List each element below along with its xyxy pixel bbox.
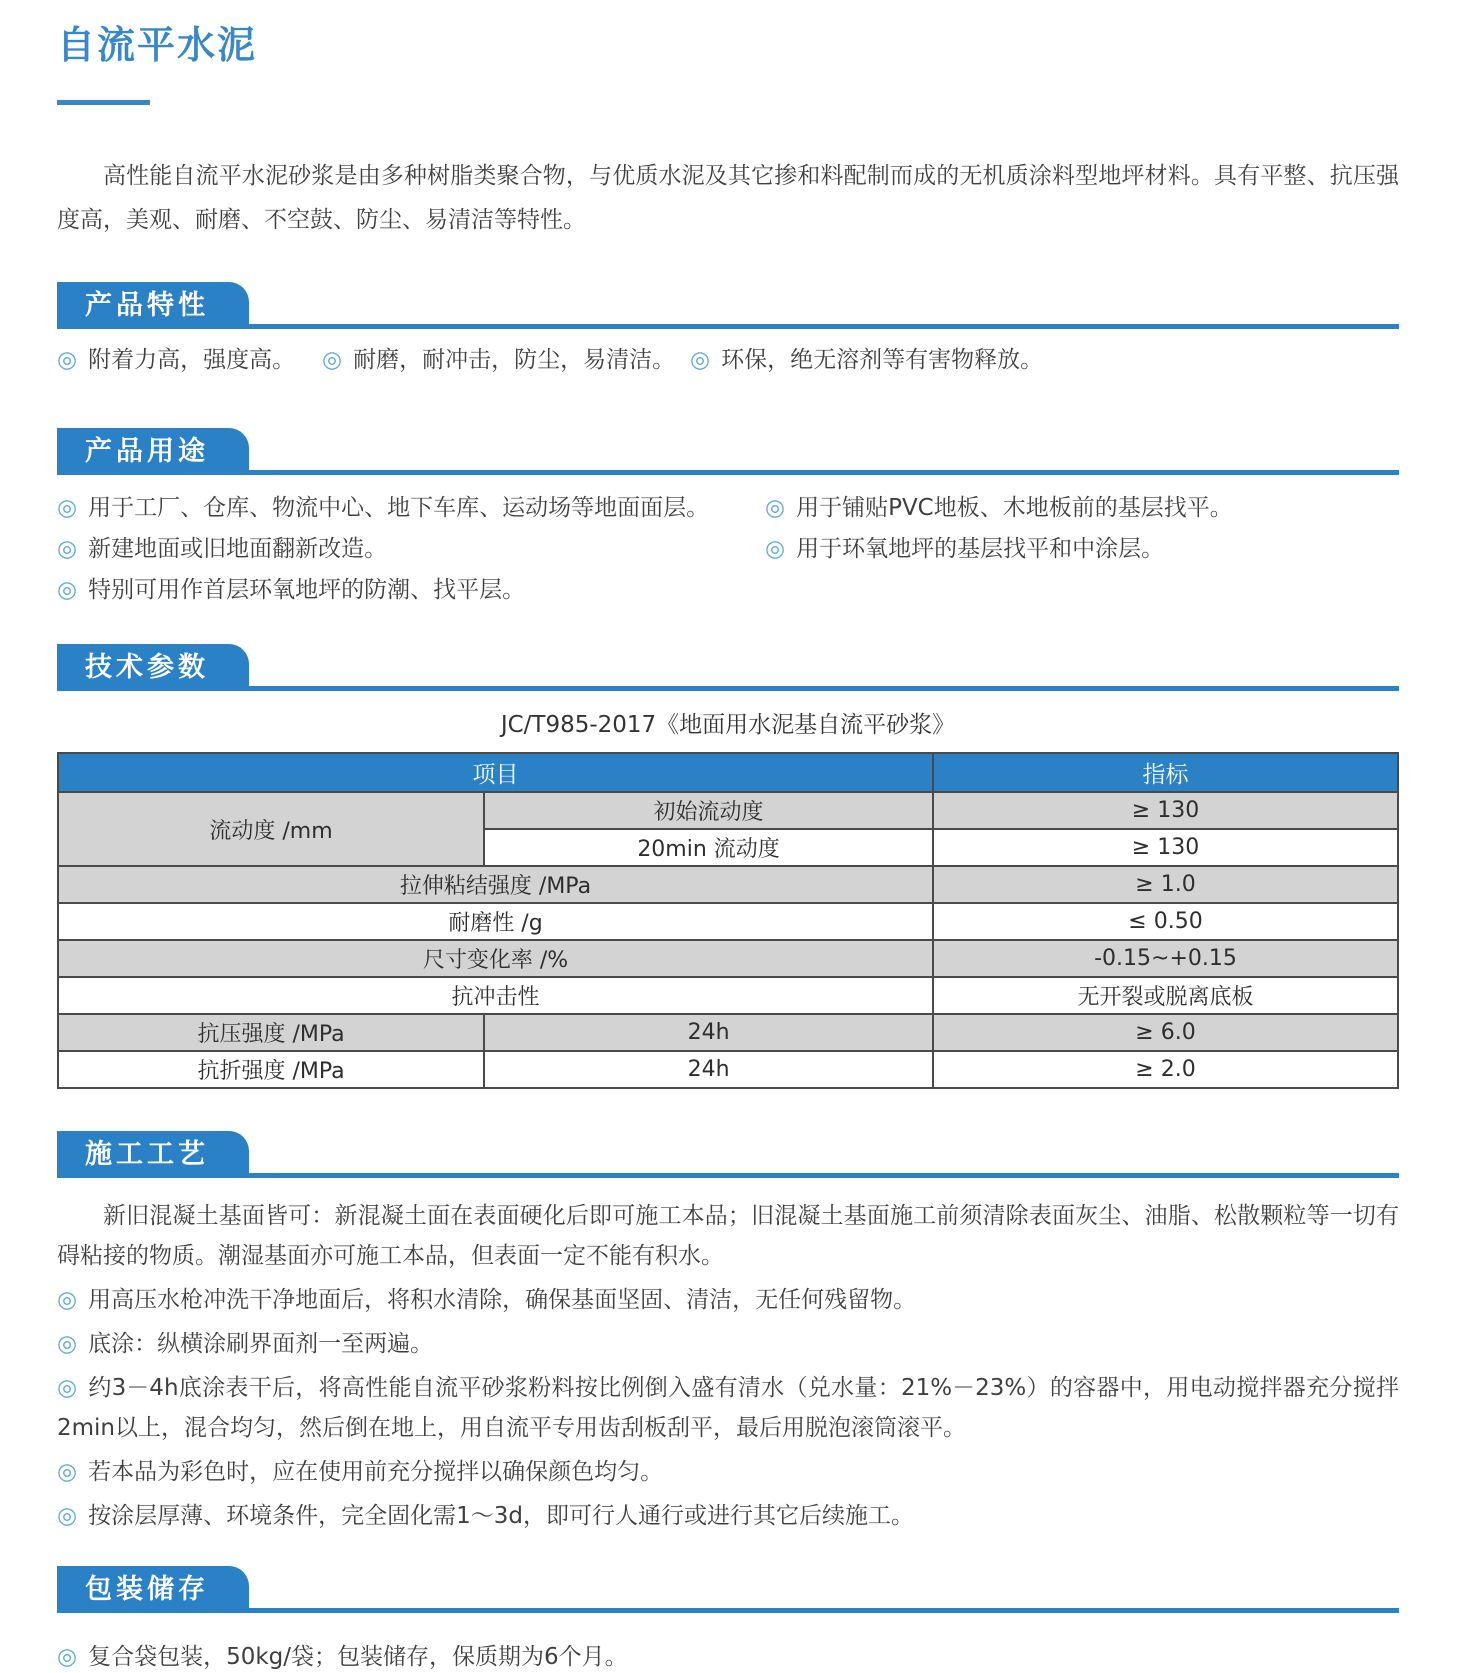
ring-bullet-icon: ◎ xyxy=(57,1459,78,1485)
table-cell-value: ≤ 0.50 xyxy=(933,903,1398,940)
table-cell-value: ≥ 130 xyxy=(933,792,1398,829)
process-intro-paragraph: 新旧混凝土基面皆可：新混凝土面在表面硬化后即可施工本品；旧混凝土基面施工前须清除表面灰尘、油脂、松散颗粒等一切有碍粘接的物质。潮湿基面亦可施工本品，但表面一定不能有积水。 xyxy=(57,1203,1399,1269)
ring-bullet-icon: ◎ xyxy=(57,1331,78,1357)
table-cell-value: ≥ 130 xyxy=(933,829,1398,866)
list-item xyxy=(57,1452,1399,1492)
table-row xyxy=(58,940,1398,977)
table-cell-item: 抗冲击性 xyxy=(58,977,933,1014)
section-tab-parameters-label: 技术参数 xyxy=(57,644,249,691)
list-item xyxy=(57,574,765,606)
intro-paragraph: 高性能自流平水泥砂浆是由多种树脂类聚合物，与优质水泥及其它掺和料配制而成的无机质涂料型地坪材料。具有平整、抗压强度高，美观、耐磨、不空鼓、防尘、易清洁等特性。 xyxy=(57,163,1399,233)
list-item-text: 特别可用作首层环氧地坪的防潮、找平层。 xyxy=(88,577,526,603)
title-underline xyxy=(57,100,150,105)
section-tab-features-label: 产品特性 xyxy=(57,282,249,329)
section-header-packaging xyxy=(57,1566,1399,1613)
list-item xyxy=(57,533,765,565)
table-cell-value: ≥ 6.0 xyxy=(933,1014,1398,1051)
section-tab-process-label: 施工工艺 xyxy=(57,1131,249,1178)
table-cell-item-group: 流动度 /mm xyxy=(58,792,484,866)
table-cell-value: 无开裂或脱离底板 xyxy=(933,977,1398,1014)
list-item-text: 用于工厂、仓库、物流中心、地下车库、运动场等地面面层。 xyxy=(88,495,710,521)
list-item-text: 环保，绝无溶剂等有害物释放。 xyxy=(721,347,1044,373)
section-header-uses xyxy=(57,428,1399,475)
table-cell-item: 耐磨性 /g xyxy=(58,903,933,940)
section-header-features xyxy=(57,282,1399,329)
packaging-list xyxy=(57,1641,1399,1673)
list-item-text: 约3－4h底涂表干后，将高性能自流平砂浆粉料按比例倒入盛有清水（兑水量：21%－23%）的容器中，用电动搅拌器充分搅拌2min以上，混合均匀，然后倒在地上，用自流平专用齿刮板刮平，最后用脱泡滚筒滚平。 xyxy=(57,1375,1399,1441)
list-item xyxy=(765,533,1233,565)
table-cell-item: 尺寸变化率 /% xyxy=(58,940,933,977)
list-item xyxy=(57,492,765,524)
table-cell-sub: 24h xyxy=(484,1051,933,1088)
list-item xyxy=(690,344,1043,376)
list-item-text: 底涂：纵横涂刷界面剂一至两遍。 xyxy=(88,1331,434,1357)
table-cell-value: -0.15~+0.15 xyxy=(933,940,1398,977)
ring-bullet-icon: ◎ xyxy=(765,536,786,562)
list-item-text: 若本品为彩色时，应在使用前充分搅拌以确保颜色均匀。 xyxy=(88,1459,664,1485)
table-cell-item: 抗折强度 /MPa xyxy=(58,1051,484,1088)
ring-bullet-icon: ◎ xyxy=(57,536,78,562)
table-cell-sub: 24h xyxy=(484,1014,933,1051)
list-item-text: 用于铺贴PVC地板、木地板前的基层找平。 xyxy=(796,495,1233,521)
list-item-text: 用高压水枪冲洗干净地面后，将积水清除，确保基面坚固、清洁，无任何残留物。 xyxy=(88,1287,917,1313)
table-row xyxy=(58,792,1398,829)
list-item xyxy=(57,344,322,376)
process-list xyxy=(57,1280,1399,1536)
column-header-index: 指标 xyxy=(933,753,1398,792)
ring-bullet-icon: ◎ xyxy=(57,1503,78,1529)
uses-column-right xyxy=(765,492,1233,606)
list-item xyxy=(57,1280,1399,1320)
page-title: 自流平水泥 xyxy=(57,23,258,67)
table-row xyxy=(58,977,1398,1014)
list-item-text: 用于环氧地坪的基层找平和中涂层。 xyxy=(796,536,1165,562)
section-tab-uses-label: 产品用途 xyxy=(57,428,249,475)
ring-bullet-icon: ◎ xyxy=(57,495,78,521)
list-item-text: 耐磨，耐冲击，防尘，易清洁。 xyxy=(353,347,676,373)
uses-column-left xyxy=(57,492,765,606)
column-header-item: 项目 xyxy=(58,753,933,792)
section-header-process xyxy=(57,1131,1399,1178)
list-item xyxy=(57,1368,1399,1448)
table-row xyxy=(58,903,1398,940)
ring-bullet-icon: ◎ xyxy=(57,347,78,373)
table-cell-value: ≥ 2.0 xyxy=(933,1051,1398,1088)
table-cell-sub: 初始流动度 xyxy=(484,792,933,829)
table-cell-item: 抗压强度 /MPa xyxy=(58,1014,484,1051)
table-row xyxy=(58,1014,1398,1051)
list-item xyxy=(322,344,690,376)
list-item xyxy=(57,1641,1399,1673)
section-tab-packaging-label: 包装储存 xyxy=(57,1566,249,1613)
list-item-text: 按涂层厚薄、环境条件，完全固化需1～3d，即可行人通行或进行其它后续施工。 xyxy=(88,1503,914,1529)
features-list xyxy=(57,344,1399,376)
list-item xyxy=(57,1496,1399,1536)
table-header-row xyxy=(58,753,1398,792)
list-item-text: 复合袋包装，50kg/袋；包装储存，保质期为6个月。 xyxy=(88,1644,628,1670)
parameters-table xyxy=(57,752,1399,1089)
ring-bullet-icon: ◎ xyxy=(57,577,78,603)
list-item xyxy=(57,1324,1399,1364)
list-item xyxy=(765,492,1233,524)
list-item-text: 新建地面或旧地面翻新改造。 xyxy=(88,536,388,562)
table-cell-sub: 20min 流动度 xyxy=(484,829,933,866)
list-item-text: 附着力高，强度高。 xyxy=(88,347,296,373)
ring-bullet-icon: ◎ xyxy=(57,1644,78,1670)
ring-bullet-icon: ◎ xyxy=(322,347,343,373)
ring-bullet-icon: ◎ xyxy=(765,495,786,521)
table-cell-value: ≥ 1.0 xyxy=(933,866,1398,903)
section-header-parameters xyxy=(57,644,1399,691)
table-row xyxy=(58,866,1398,903)
uses-list xyxy=(57,492,1399,606)
table-cell-item: 拉伸粘结强度 /MPa xyxy=(58,866,933,903)
standard-reference: JC/T985-2017《地面用水泥基自流平砂浆》 xyxy=(500,712,956,738)
ring-bullet-icon: ◎ xyxy=(690,347,711,373)
ring-bullet-icon: ◎ xyxy=(57,1375,78,1401)
ring-bullet-icon: ◎ xyxy=(57,1287,78,1313)
table-row xyxy=(58,1051,1398,1088)
